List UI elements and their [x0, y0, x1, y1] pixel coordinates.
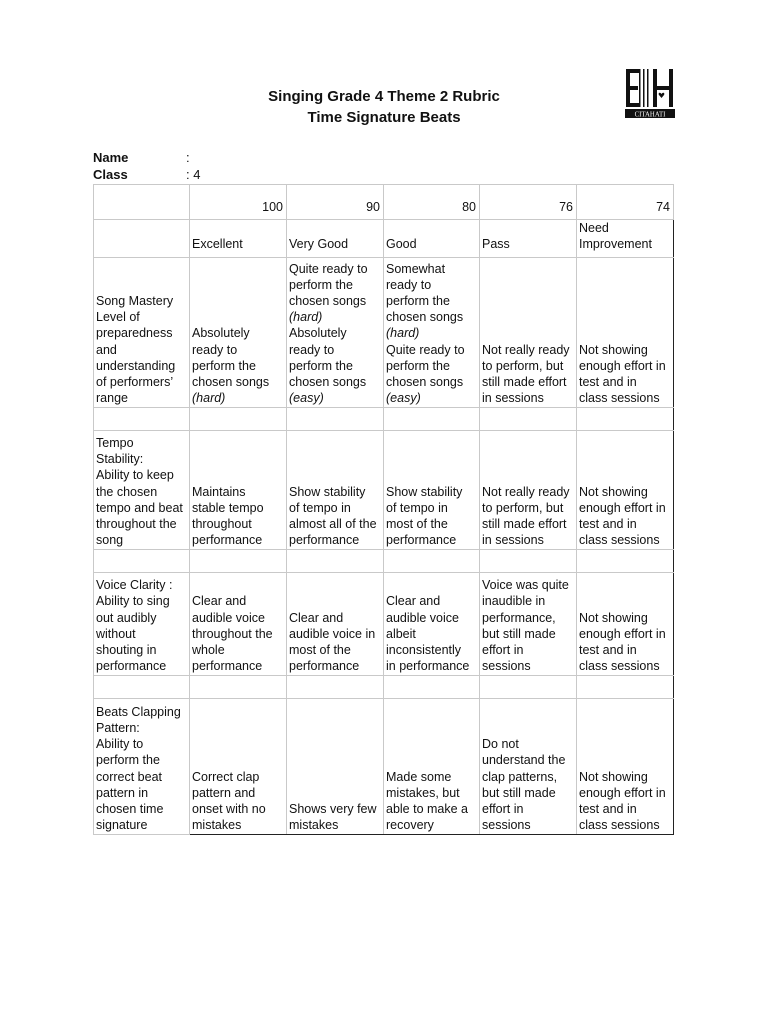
- score-cell: 90: [287, 185, 384, 220]
- descriptor-cell: [384, 573, 480, 676]
- criterion-row: [94, 258, 674, 408]
- cell-line: Maintains: [192, 484, 246, 499]
- cell-line: chosen time: [96, 802, 164, 816]
- cell-line: Beats Clapping: [96, 704, 181, 719]
- descriptor-cell: [384, 699, 480, 835]
- empty-cell: [480, 408, 577, 431]
- criterion-row: [94, 699, 674, 835]
- empty-cell: [384, 408, 480, 431]
- cell-line: range: [96, 391, 128, 406]
- descriptor-cell: [577, 699, 674, 835]
- cell-line: perform the: [289, 277, 353, 292]
- level-cell: Good: [384, 220, 480, 258]
- cell-line: Pattern:: [96, 720, 140, 735]
- cell-line: Quite ready to: [386, 342, 465, 357]
- cell-line: chosen songs: [386, 375, 464, 389]
- cell-line: the chosen: [96, 484, 158, 499]
- cell-line: stable tempo: [192, 500, 264, 515]
- cell-line: test and in: [579, 802, 637, 816]
- descriptor-cell: [287, 431, 384, 550]
- cell-line: Level of: [96, 310, 140, 325]
- cell-line: Ability to: [96, 737, 144, 752]
- cell-line: still made effort: [482, 517, 567, 531]
- level-cell: Need Improvement: [577, 220, 674, 258]
- cell-line: audible voice in: [289, 626, 376, 641]
- level-cell: Excellent: [190, 220, 287, 258]
- empty-cell: [190, 550, 287, 573]
- page-subtitle: Time Signature Beats: [307, 109, 461, 126]
- cell-line: Not showing: [579, 484, 648, 499]
- cell-line: enough effort in: [579, 626, 666, 641]
- cell-line: Song Mastery: [96, 293, 174, 308]
- cell-line: perform the: [289, 358, 353, 373]
- cell-line: most of the: [386, 517, 448, 531]
- spacer-row: [94, 408, 674, 431]
- empty-cell: [384, 550, 480, 573]
- cell-line: Not showing: [579, 610, 648, 625]
- cell-line: performance: [192, 533, 263, 548]
- cell-line: sessions: [482, 659, 531, 674]
- cell-line: chosen songs: [386, 310, 464, 325]
- cell-line: to perform, but: [482, 500, 564, 515]
- cell-line: performance,: [482, 610, 556, 625]
- cell-line: performance: [96, 659, 167, 674]
- descriptor-cell: [190, 258, 287, 408]
- descriptor-cell: [577, 258, 674, 408]
- descriptor-cell: [190, 431, 287, 550]
- cell-line: in sessions: [482, 391, 544, 406]
- cell-line: signature: [96, 818, 148, 833]
- cell-line: test and in: [579, 517, 637, 531]
- rubric-table: [93, 184, 674, 835]
- empty-cell: [480, 676, 577, 699]
- descriptor-cell: [480, 573, 577, 676]
- cell-line: perform the: [386, 293, 450, 308]
- cell-line: throughout the: [96, 517, 177, 531]
- cell-line: enough effort in: [579, 500, 666, 515]
- cell-line: of performers’: [96, 375, 174, 389]
- cell-line: pattern in: [96, 785, 149, 800]
- cell-line: song: [96, 533, 124, 548]
- cell-line: (hard): [386, 326, 420, 341]
- name-label: Name: [93, 150, 129, 165]
- cell-line: Show stability: [386, 484, 463, 499]
- cell-line: effort in: [482, 643, 524, 657]
- cell-line: performance: [192, 659, 263, 674]
- cell-line: perform the: [386, 358, 450, 373]
- cell-line: Made some: [386, 769, 452, 784]
- cell-line: ready to: [289, 342, 335, 357]
- cell-line: sessions: [482, 818, 531, 833]
- rubric-body: [94, 185, 674, 835]
- cell-line: test and in: [579, 643, 637, 657]
- cell-line: enough effort in: [579, 358, 666, 373]
- cell-line: (easy): [386, 391, 421, 406]
- criterion-row: [94, 573, 674, 676]
- empty-cell: [190, 676, 287, 699]
- empty-cell: [94, 676, 190, 699]
- descriptor-cell: [287, 258, 384, 408]
- cell-line: Absolutely: [289, 326, 347, 341]
- cell-line: without: [96, 626, 136, 641]
- criterion-label: [94, 258, 190, 408]
- cell-line: throughout: [192, 517, 252, 531]
- cell-line: able to make a: [386, 802, 468, 816]
- empty-cell: [287, 408, 384, 431]
- cell-line: mistakes: [192, 818, 242, 833]
- cell-line: Not showing: [579, 769, 648, 784]
- level-cell: Pass: [480, 220, 577, 258]
- cell-line: of tempo in: [386, 500, 448, 515]
- cell-line: mistakes: [289, 818, 339, 833]
- descriptor-cell: [384, 431, 480, 550]
- cell-line: shouting in: [96, 643, 157, 657]
- score-cell: 76: [480, 185, 577, 220]
- descriptor-cell: [287, 699, 384, 835]
- cell-line: ready to: [192, 342, 238, 357]
- cell-line: Ability to sing: [96, 594, 170, 609]
- cell-line: Clear and: [289, 610, 344, 625]
- spacer-row: [94, 676, 674, 699]
- cell-line: to perform, but: [482, 358, 564, 373]
- cell-line: Tempo: [96, 435, 134, 450]
- cell-line: audible voice: [386, 610, 459, 625]
- cell-line: Do not: [482, 737, 519, 752]
- cell-line: Quite ready to: [289, 261, 368, 276]
- cell-line: still made effort: [482, 375, 567, 389]
- cell-line: Absolutely: [192, 326, 250, 341]
- cell-line: most of the: [289, 643, 351, 657]
- cell-line: and: [96, 342, 117, 357]
- cell-line: onset with no: [192, 802, 266, 816]
- cell-line: Somewhat: [386, 261, 446, 276]
- level-row: [94, 220, 674, 258]
- cell-line: clap patterns,: [482, 769, 558, 784]
- cell-line: throughout the: [192, 626, 273, 641]
- cell-line: performance: [386, 533, 457, 548]
- corner-cell: [94, 185, 190, 220]
- cell-line: almost all of the: [289, 517, 377, 531]
- cell-line: chosen songs: [289, 293, 367, 308]
- cell-line: enough effort in: [579, 785, 666, 800]
- criterion-row: [94, 431, 674, 550]
- eh-logo-icon: [625, 68, 675, 118]
- descriptor-cell: [480, 431, 577, 550]
- cell-line: correct beat: [96, 769, 163, 784]
- cell-line: (hard): [289, 310, 323, 325]
- cell-line: chosen songs: [289, 375, 367, 389]
- cell-line: chosen songs: [192, 375, 270, 389]
- cell-line: Voice Clarity :: [96, 578, 173, 593]
- descriptor-cell: [190, 699, 287, 835]
- page-title: Singing Grade 4 Theme 2 Rubric: [268, 88, 500, 105]
- score-cell: 74: [577, 185, 674, 220]
- cell-line: Not showing: [579, 342, 648, 357]
- descriptor-cell: [384, 258, 480, 408]
- criterion-label: [94, 431, 190, 550]
- cell-line: perform the: [192, 358, 256, 373]
- score-row: [94, 185, 674, 220]
- class-label: Class: [93, 167, 128, 182]
- cell-line: Not really ready: [482, 484, 570, 499]
- empty-cell: [384, 676, 480, 699]
- cell-line: Stability:: [96, 452, 144, 467]
- cell-line: in performance: [386, 659, 470, 674]
- cell-line: but still made: [482, 785, 556, 800]
- cell-line: Correct clap: [192, 769, 260, 784]
- cell-line: of tempo in: [289, 500, 351, 515]
- cell-line: tempo and beat: [96, 500, 183, 515]
- cell-line: effort in: [482, 802, 524, 816]
- level-cell: Very Good: [287, 220, 384, 258]
- criterion-label: [94, 699, 190, 835]
- cell-line: whole: [192, 643, 225, 657]
- corner-cell: [94, 220, 190, 258]
- cell-line: understand the: [482, 753, 566, 768]
- empty-cell: [577, 676, 674, 699]
- logo-text: CITAHATI: [634, 111, 666, 118]
- empty-cell: [287, 550, 384, 573]
- cell-line: Ability to keep: [96, 468, 174, 483]
- cell-line: inaudible in: [482, 594, 546, 609]
- cell-line: preparedness: [96, 326, 173, 341]
- cell-line: Not really ready: [482, 342, 570, 357]
- cell-line: understanding: [96, 358, 176, 373]
- name-value: :: [186, 150, 190, 165]
- cell-line: pattern and: [192, 785, 256, 800]
- descriptor-cell: [577, 431, 674, 550]
- cell-line: class sessions: [579, 533, 660, 548]
- empty-cell: [190, 408, 287, 431]
- empty-cell: [287, 676, 384, 699]
- score-cell: 80: [384, 185, 480, 220]
- cell-line: recovery: [386, 818, 434, 833]
- empty-cell: [577, 550, 674, 573]
- cell-line: Show stability: [289, 484, 366, 499]
- cell-line: (hard): [192, 391, 226, 406]
- cell-line: but still made: [482, 626, 556, 641]
- cell-line: mistakes, but: [386, 785, 460, 800]
- descriptor-cell: [480, 258, 577, 408]
- cell-line: Clear and: [386, 594, 441, 609]
- cell-line: ready to: [386, 277, 432, 292]
- cell-line: class sessions: [579, 659, 660, 674]
- cell-line: Clear and: [192, 594, 247, 609]
- descriptor-cell: [190, 573, 287, 676]
- cell-line: audible voice: [192, 610, 265, 625]
- descriptor-cell: [480, 699, 577, 835]
- cell-line: in sessions: [482, 533, 544, 548]
- cell-line: performance: [289, 659, 360, 674]
- cell-line: (easy): [289, 391, 324, 406]
- cell-line: class sessions: [579, 391, 660, 406]
- cell-line: perform the: [96, 753, 160, 768]
- cell-line: Shows very few: [289, 802, 377, 816]
- cell-line: test and in: [579, 375, 637, 389]
- cell-line: inconsistently: [386, 643, 462, 657]
- spacer-row: [94, 550, 674, 573]
- empty-cell: [480, 550, 577, 573]
- empty-cell: [94, 408, 190, 431]
- cell-line: out audibly: [96, 610, 157, 625]
- descriptor-cell: [577, 573, 674, 676]
- class-value: : 4: [186, 167, 201, 182]
- score-cell: 100: [190, 185, 287, 220]
- empty-cell: [94, 550, 190, 573]
- cell-line: albeit: [386, 626, 416, 641]
- empty-cell: [577, 408, 674, 431]
- criterion-label: [94, 573, 190, 676]
- descriptor-cell: [287, 573, 384, 676]
- cell-line: class sessions: [579, 818, 660, 833]
- cell-line: performance: [289, 533, 360, 548]
- cell-line: Voice was quite: [482, 578, 569, 593]
